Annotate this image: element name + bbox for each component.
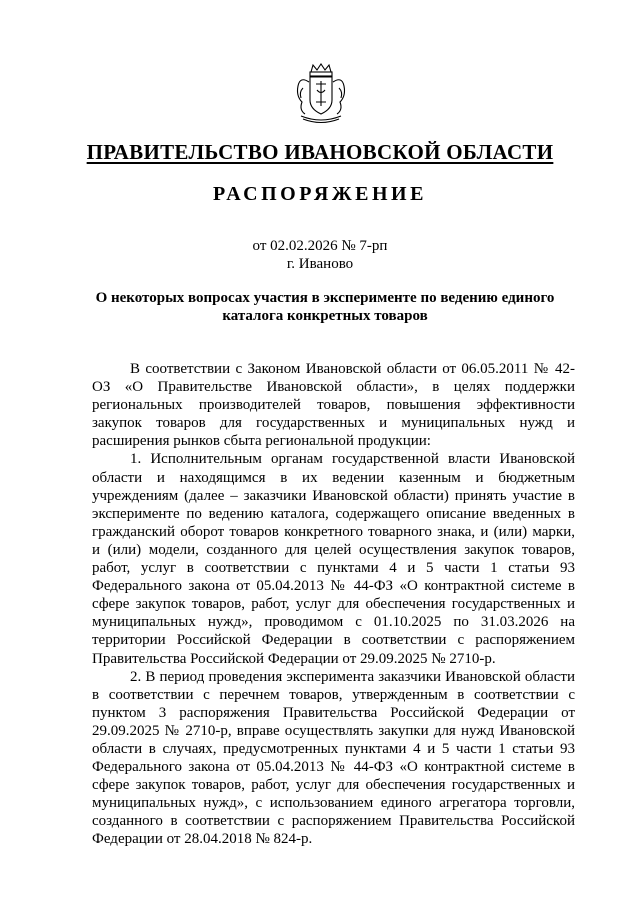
body-paragraph-2: 2. В период проведения эксперимента заказчики Ивановской области в соответствии с перечнем товаров, утвержденным в соответствии с пунктом 3 распоряжения Правительства Российской Федерации от 29.09.2025 № 2710-р, вправе осуществлять закупки для нужд Ивановской области в случаях, предусмотренных пунктами 4 и 5 части 1 статьи 93 Федерального закона от 05.04.2013 № 44-ФЗ «О контрактной системе в сфере закупок товаров, работ, услуг для обеспечения государственных и муниципальных нужд», с использованием единого агрегатора торговли, созданного в соответствии с распоряжением Правительства Российской Федерации от 28.04.2018 № 824-р. xyxy=(92,668,575,848)
document-body xyxy=(92,360,575,849)
body-paragraph-1: 1. Исполнительным органам государственной власти Ивановской области и находящимся в их ведении казенным и бюджетным учреждениям (далее – заказчики Ивановской области) принять участие в эксперименте по ведению каталога, содержащего описание введенных в гражданский оборот товаров конкретного товарного знака, и (или) марки, и (или) модели, созданного для целей осуществления закупок товаров, работ, услуг в соответствии с пунктами 4 и 5 части 1 статьи 93 Федерального закона от 05.04.2013 № 44-ФЗ «О контрактной системе в сфере закупок товаров, работ, услуг для обеспечения государственных и муниципальных нужд», проводимом с 01.10.2025 по 31.03.2026 на территории Российской Федерации в соответствии с распоряжением Правительства Российской Федерации от 29.09.2025 № 2710-р. xyxy=(92,451,575,667)
document-type: РАСПОРЯЖЕНИЕ xyxy=(213,183,427,205)
document-date-number: от 02.02.2026 № 7-рп xyxy=(252,238,388,254)
document-city: г. Иваново xyxy=(286,256,354,272)
organization-title: ПРАВИТЕЛЬСТВО ИВАНОВСКОЙ ОБЛАСТИ xyxy=(86,140,554,164)
document-heading: О некоторых вопросах участия в эксперименте по ведению единого каталога конкретных товаров xyxy=(95,290,555,324)
body-paragraph-preamble: В соответствии с Законом Ивановской области от 06.05.2011 № 42-ОЗ «О Правительстве Ивановской области», в целях поддержки региональных производителей товаров, повышения эффективности закупок товаров для государственных и муниципальных нужд и расширения рынков сбыта региональной продукции: xyxy=(92,361,575,450)
ivanovo-coat-of-arms-icon xyxy=(293,62,349,126)
